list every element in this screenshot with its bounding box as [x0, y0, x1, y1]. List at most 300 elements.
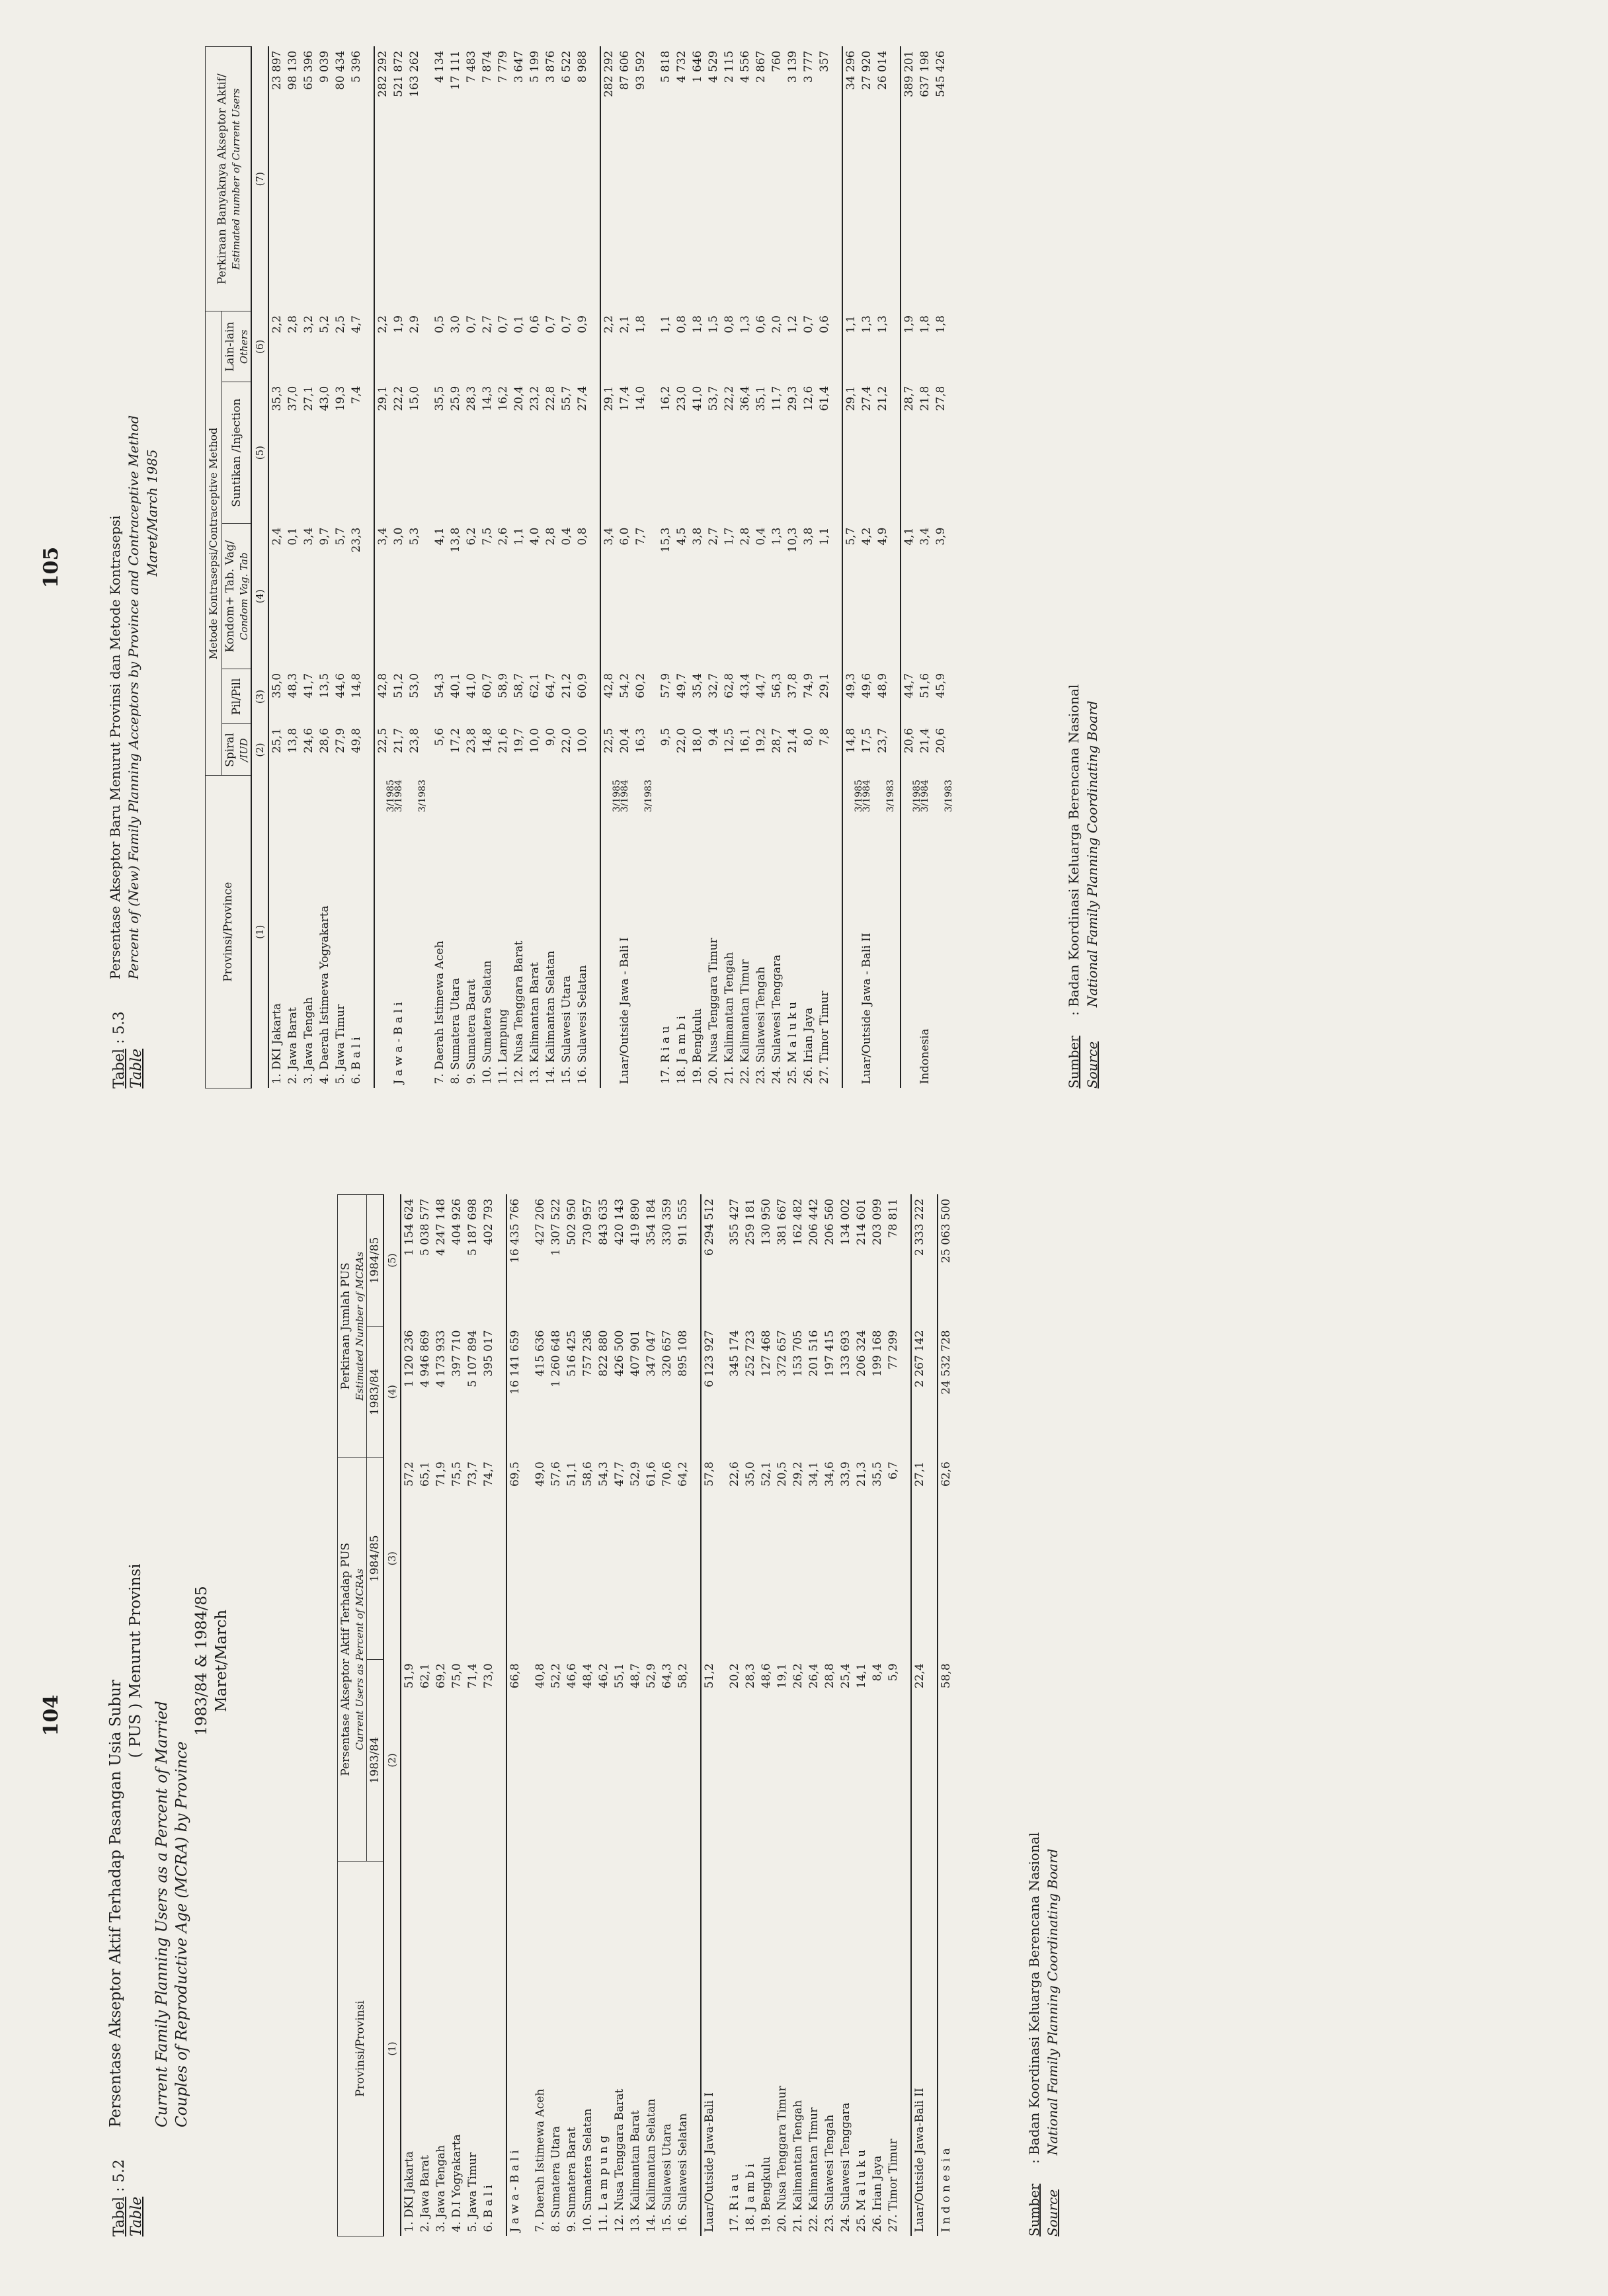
- data-cell: 4,0: [528, 527, 542, 546]
- data-cell: 41,0: [691, 386, 704, 411]
- page-104: [26, 1174, 1582, 2256]
- data-cell: 395 017: [482, 1330, 495, 1377]
- data-cell: 51,6: [918, 673, 932, 698]
- data-cell: 5,7: [842, 524, 859, 669]
- data-cell: 2,6: [497, 527, 510, 546]
- data-cell: 134 002: [839, 1198, 852, 1245]
- province-name: 6. B a l i: [350, 1037, 363, 1085]
- data-cell: 43,0: [318, 386, 331, 411]
- header-injection: Suntikan /Injection: [222, 382, 252, 524]
- data-cell: 5,2: [318, 315, 331, 333]
- data-cell: 6,0: [618, 527, 631, 546]
- data-cell: 61,4: [818, 386, 831, 411]
- data-cell: 4,9: [876, 527, 889, 546]
- data-cell: 203 099: [871, 1198, 884, 1245]
- column-index-row: [383, 1195, 401, 2236]
- table-row: [511, 47, 527, 1088]
- table-row: [785, 47, 801, 1088]
- data-cell: 7,8: [818, 727, 831, 747]
- table-label: Tabel : 5.3 Table: [111, 1011, 145, 1088]
- data-cell: 42,8: [600, 669, 617, 724]
- data-cell: 24 532 728: [938, 1326, 954, 1457]
- subtotal-name-cell: [901, 776, 922, 1088]
- data-cell: 0,7: [560, 315, 573, 333]
- data-cell: 6 294 512: [701, 1195, 717, 1327]
- subtotal-row: [859, 47, 875, 1088]
- data-cell: 16,2: [497, 386, 510, 411]
- data-cell: 20,6: [901, 724, 917, 776]
- table-row: [463, 47, 479, 1088]
- province-name: 15. Sulawesi Utara: [560, 975, 573, 1085]
- data-cell: 80 434: [334, 50, 347, 90]
- data-cell: 354 184: [645, 1198, 658, 1245]
- data-cell: 17,4: [618, 386, 631, 411]
- data-cell: 49,3: [842, 669, 859, 724]
- subtotal-name-cell: [917, 776, 933, 1088]
- table-row: [659, 1195, 675, 2236]
- data-cell: 4,1: [433, 527, 446, 546]
- data-cell: 4 173 933: [434, 1330, 448, 1387]
- data-cell: 29,1: [842, 382, 859, 524]
- data-cell: 282 292: [374, 47, 391, 311]
- data-cell: 8,0: [802, 727, 815, 747]
- period-label: 3/1985: [912, 780, 922, 813]
- header-condom: Kondom+ Tab. Vag/ Condom Vag. Tab: [222, 524, 252, 669]
- table-row: [285, 47, 301, 1088]
- data-cell: 6,7: [887, 1461, 900, 1480]
- data-cell: 760: [770, 50, 784, 72]
- subtotal-name-cell: [933, 776, 954, 1088]
- spacer-row: [717, 1195, 727, 2236]
- data-cell: 14,1: [855, 1663, 868, 1689]
- data-cell: 40,1: [449, 673, 462, 698]
- data-cell: 28,7: [901, 382, 917, 524]
- province-name: 11. L a m p u n g: [597, 2135, 610, 2233]
- data-cell: 12,6: [802, 386, 815, 411]
- source-note: Sumber: Badan Koordinasi Keluarga Berencana Nasional Source National Family Planning Coordinating Board: [1026, 1832, 1061, 2236]
- data-cell: 320 657: [661, 1330, 674, 1377]
- data-cell: 58,9: [497, 673, 510, 698]
- data-cell: 26,4: [807, 1663, 821, 1689]
- data-cell: 521 872: [392, 50, 405, 97]
- province-name: 11. Lampung: [497, 1008, 510, 1085]
- data-cell: 26 014: [876, 50, 889, 90]
- data-cell: 22,5: [374, 724, 391, 776]
- data-cell: 22,5: [600, 724, 617, 776]
- spacer-row: [832, 47, 842, 1088]
- table-label: Tabel : 5.2 Table: [111, 2159, 145, 2236]
- data-cell: 282 292: [600, 47, 617, 311]
- column-index: (5): [383, 1195, 401, 1327]
- page-105: [26, 26, 1582, 1108]
- table-row: [721, 47, 737, 1088]
- table-title-block: [106, 1194, 324, 2236]
- subtotal-name: J a w a - B a l i: [506, 1862, 523, 2236]
- data-cell: 29,2: [791, 1461, 805, 1487]
- table-5-3: [205, 46, 954, 1088]
- data-cell: 5,9: [887, 1663, 900, 1682]
- column-index: (6): [251, 311, 268, 382]
- header-province: Provinsi/Province: [206, 776, 252, 1088]
- data-cell: 52,1: [760, 1461, 773, 1487]
- province-name: 21. Kalimantan Tengah: [723, 952, 736, 1085]
- data-cell: 0,1: [286, 527, 300, 546]
- table-row: [532, 1195, 548, 2236]
- province-name: 25. M a l u k u: [855, 2149, 868, 2233]
- data-cell: 27,1: [302, 386, 315, 411]
- province-name: 4. Daerah Istimewa Yogyakarta: [318, 905, 331, 1085]
- province-name: 22. Kalimantan Timur: [739, 959, 752, 1085]
- table-row: [479, 47, 495, 1088]
- data-cell: 21,6: [497, 727, 510, 753]
- column-index: (5): [251, 382, 268, 524]
- data-cell: 3,0: [392, 527, 405, 546]
- data-cell: 0,5: [433, 315, 446, 333]
- data-cell: 54,2: [618, 673, 631, 698]
- period-label: 3/1985: [385, 780, 396, 813]
- table-row: [737, 47, 753, 1088]
- data-cell: 18,0: [691, 727, 704, 753]
- province-name: 26. Irian Jaya: [871, 2155, 884, 2233]
- subtotal-row: [933, 47, 949, 1088]
- subtotal-name: Luar/Outside Jawa - Bali I: [618, 937, 631, 1085]
- data-cell: 1 307 522: [549, 1198, 563, 1256]
- data-cell: 66,8: [506, 1659, 523, 1861]
- data-cell: 13,8: [286, 727, 300, 753]
- data-cell: 1 646: [691, 50, 704, 83]
- data-cell: 8 988: [576, 50, 589, 83]
- table-row: [580, 1195, 596, 2236]
- data-cell: 16,1: [739, 727, 752, 753]
- header-year: 1984/85: [367, 1195, 384, 1327]
- data-cell: 1,9: [901, 311, 917, 382]
- data-cell: 21,3: [855, 1461, 868, 1487]
- province-name: 16. Sulawesi Selatan: [576, 965, 589, 1085]
- data-cell: 34,1: [807, 1461, 821, 1487]
- data-cell: 19,3: [334, 386, 347, 411]
- column-index: (2): [383, 1659, 401, 1861]
- data-cell: 23,8: [408, 727, 421, 753]
- data-cell: 2 867: [754, 50, 768, 83]
- data-cell: 35,4: [691, 673, 704, 698]
- table-row: [801, 47, 817, 1088]
- data-cell: 93 592: [634, 50, 647, 90]
- page-104-region: [0, 1148, 1608, 2296]
- data-cell: 2,8: [739, 527, 752, 546]
- data-cell: 56,3: [770, 673, 784, 698]
- subtotal-name-cell: [391, 776, 407, 1088]
- data-cell: 24,6: [302, 727, 315, 753]
- province-name: 2. Jawa Barat: [286, 1007, 300, 1085]
- data-cell: 0,7: [544, 315, 557, 333]
- data-cell: 62,6: [938, 1457, 954, 1659]
- header-year: 1984/85: [367, 1457, 384, 1659]
- header-iud: Spiral /IUD: [222, 724, 252, 776]
- data-cell: 426 500: [613, 1330, 626, 1377]
- data-cell: 73,0: [482, 1663, 495, 1689]
- data-cell: 389 201: [901, 47, 917, 311]
- header-method-group: Metode Kontrasepsi/Contraceptive Method: [206, 311, 222, 776]
- data-cell: 74,7: [482, 1461, 495, 1487]
- data-cell: 23,8: [465, 727, 478, 753]
- data-cell: 60,7: [481, 673, 494, 698]
- data-cell: 381 667: [776, 1198, 789, 1245]
- data-cell: 51,2: [701, 1659, 717, 1861]
- data-cell: 7,5: [481, 527, 494, 546]
- data-cell: 1,7: [723, 527, 736, 546]
- data-cell: 70,6: [661, 1461, 674, 1487]
- data-cell: 404 926: [450, 1198, 463, 1245]
- data-cell: 402 793: [482, 1198, 495, 1245]
- province-name: 1. DKI Jakarta: [270, 1003, 284, 1085]
- data-cell: 3,4: [918, 527, 932, 546]
- data-cell: 27,9: [334, 727, 347, 753]
- subtotal-name: Luar/Outside Jawa - Bali II: [860, 932, 873, 1085]
- data-cell: 14,0: [634, 386, 647, 411]
- subtotal-name: Indonesia: [918, 1028, 932, 1085]
- data-cell: 1,8: [691, 315, 704, 333]
- province-name: 7. Daerah Istimewa Aceh: [433, 940, 446, 1085]
- data-cell: 16 435 766: [506, 1195, 523, 1327]
- table-title: Persentase Akseptor Aktif Terhadap Pasangan Usia Subur ( PUS ) Menurut Provinsi Current Family Planning Users as a Percent of Married Couples of Reproductive Age (MCRA) by Province 1983/84 & 1984/85 Maret/March: [107, 1563, 230, 2127]
- data-cell: 5,3: [408, 527, 421, 546]
- data-cell: 35,0: [744, 1461, 757, 1487]
- data-cell: 0,4: [754, 527, 768, 546]
- data-cell: 16 141 659: [506, 1326, 523, 1457]
- data-cell: 3,4: [374, 524, 391, 669]
- data-cell: 2,7: [481, 315, 494, 333]
- data-cell: 47,7: [613, 1461, 626, 1487]
- table-row: [838, 1195, 854, 2236]
- data-cell: 10,0: [528, 727, 542, 753]
- data-cell: 74,9: [802, 673, 815, 698]
- subtotal-row: [842, 47, 859, 1088]
- data-cell: 48,9: [876, 673, 889, 698]
- data-cell: 57,2: [403, 1461, 416, 1487]
- data-cell: 5 187 698: [466, 1198, 479, 1256]
- period-label: 3/1983: [643, 780, 654, 813]
- data-cell: 27,8: [934, 386, 947, 411]
- data-cell: 45,9: [934, 673, 947, 698]
- data-cell: 25,4: [839, 1663, 852, 1689]
- data-cell: 17 111: [449, 50, 462, 90]
- province-name: 21. Kalimantan Tengah: [791, 2100, 805, 2233]
- data-cell: 407 901: [629, 1330, 642, 1377]
- data-cell: 51,2: [392, 673, 405, 698]
- period-label: 3/1985: [854, 780, 864, 813]
- data-cell: 0,6: [754, 315, 768, 333]
- data-cell: 62,1: [419, 1663, 432, 1689]
- data-cell: 3 876: [544, 50, 557, 83]
- data-cell: 20,4: [512, 386, 526, 411]
- table-row: [465, 1195, 481, 2236]
- spacer-row: [891, 47, 901, 1088]
- table-row: [548, 1195, 564, 2236]
- data-cell: 29,1: [600, 382, 617, 524]
- table-row: [658, 47, 674, 1088]
- data-cell: 5 038 577: [419, 1198, 432, 1256]
- data-cell: 62,1: [528, 673, 542, 698]
- data-cell: 35,1: [754, 386, 768, 411]
- source-note: Sumber: Badan Koordinasi Keluarga Berencana Nasional Source National Family Planning Coordinating Board: [1066, 684, 1100, 1088]
- data-cell: 5 199: [528, 50, 542, 83]
- data-cell: 22,8: [544, 386, 557, 411]
- data-cell: 3,9: [934, 527, 947, 546]
- province-name: 10. Sumatera Selatan: [581, 2108, 594, 2233]
- data-cell: 3,2: [302, 315, 315, 333]
- subtotal-name-cell: [875, 776, 896, 1088]
- spacer-row: [497, 1195, 506, 2236]
- province-name: 16. Sulawesi Selatan: [676, 2113, 690, 2233]
- data-cell: 28,8: [823, 1663, 836, 1689]
- data-cell: 0,8: [675, 315, 688, 333]
- province-name: 25. M a l u k u: [786, 1001, 799, 1085]
- data-cell: 1,1: [818, 527, 831, 546]
- data-cell: 14,8: [842, 724, 859, 776]
- data-cell: 22,2: [723, 386, 736, 411]
- data-cell: 6,2: [465, 527, 478, 546]
- subtotal-row: [701, 1195, 717, 2236]
- table-row: [317, 47, 333, 1088]
- period-label: 3/1985: [612, 780, 622, 813]
- province-name: 5. Jawa Timur: [334, 1004, 347, 1085]
- data-cell: 49,7: [675, 673, 688, 698]
- data-cell: 54,3: [433, 673, 446, 698]
- table-row: [675, 1195, 691, 2236]
- table-row: [301, 47, 317, 1088]
- data-cell: 60,9: [576, 673, 589, 698]
- data-cell: 420 143: [613, 1198, 626, 1245]
- table-row: [774, 1195, 790, 2236]
- subtotal-name: I n d o n e s i a: [938, 1862, 954, 2236]
- subtotal-name-cell: [600, 776, 622, 1088]
- data-cell: 0,6: [818, 315, 831, 333]
- data-cell: 32,7: [707, 673, 720, 698]
- header-province: Provinsi/Provinsi: [338, 1862, 384, 2236]
- data-cell: 25,1: [270, 727, 284, 753]
- table-row: [401, 1195, 417, 2236]
- province-name: 27. Timor Timur: [887, 2139, 900, 2233]
- data-cell: 1,8: [918, 315, 932, 333]
- data-cell: 2,8: [286, 315, 300, 333]
- data-cell: 130 950: [760, 1198, 773, 1245]
- table-row: [348, 47, 364, 1088]
- data-cell: 1,2: [786, 315, 799, 333]
- data-cell: 42,8: [374, 669, 391, 724]
- table-row: [790, 1195, 806, 2236]
- data-cell: 2,2: [600, 311, 617, 382]
- data-cell: 4,5: [675, 527, 688, 546]
- data-cell: 35,0: [270, 673, 284, 698]
- data-cell: 28,7: [770, 727, 784, 753]
- data-cell: 49,0: [534, 1461, 547, 1487]
- subtotal-name-cell: [859, 776, 875, 1088]
- table-row: [758, 1195, 774, 2236]
- table-row: [449, 1195, 465, 2236]
- data-cell: 1,8: [634, 315, 647, 333]
- province-name: 13. Kalimantan Barat: [528, 962, 542, 1085]
- data-cell: 16,2: [659, 386, 672, 411]
- province-name: 24. Sulawesi Tenggara: [770, 954, 784, 1085]
- province-name: 1. DKI Jakarta: [403, 2151, 416, 2233]
- data-cell: 2 333 222: [911, 1195, 928, 1327]
- data-cell: 895 108: [676, 1330, 690, 1377]
- data-cell: 44,7: [754, 673, 768, 698]
- table-5-2: [337, 1194, 954, 2236]
- data-cell: 7 874: [481, 50, 494, 83]
- province-name: 8. Sumatera Utara: [449, 977, 462, 1085]
- page-number: 104: [40, 1694, 63, 1737]
- column-index: (3): [383, 1457, 401, 1659]
- column-index: (1): [251, 776, 268, 1088]
- table-row: [869, 1195, 885, 2236]
- data-cell: 48,7: [629, 1663, 642, 1689]
- data-cell: 502 950: [565, 1198, 579, 1245]
- data-cell: 3,0: [449, 315, 462, 333]
- column-index: (4): [383, 1326, 401, 1457]
- data-cell: 1,1: [659, 315, 672, 333]
- data-cell: 22,6: [728, 1461, 741, 1487]
- data-cell: 28,3: [744, 1663, 757, 1689]
- province-name: 24. Sulawesi Tenggara: [839, 2102, 852, 2233]
- data-cell: 71,4: [466, 1663, 479, 1689]
- header-others: Lain-lain Others: [222, 311, 252, 382]
- data-cell: 29,3: [786, 386, 799, 411]
- data-cell: 29,1: [818, 673, 831, 698]
- data-cell: 64,2: [676, 1461, 690, 1487]
- data-cell: 201 516: [807, 1330, 821, 1377]
- data-cell: 7 483: [465, 50, 478, 83]
- data-cell: 65,1: [419, 1461, 432, 1487]
- data-cell: 17,2: [449, 727, 462, 753]
- data-cell: 53,7: [707, 386, 720, 411]
- subtotal-name-cell: [842, 776, 864, 1088]
- data-cell: 1 154 624: [403, 1198, 416, 1256]
- column-index: (1): [383, 1862, 401, 2236]
- data-cell: 6 123 927: [701, 1326, 717, 1457]
- data-cell: 355 427: [728, 1198, 741, 1245]
- data-cell: 252 723: [744, 1330, 757, 1377]
- data-cell: 259 181: [744, 1198, 757, 1245]
- subtotal-name: J a w a - B a l i: [392, 1002, 405, 1085]
- data-cell: 60,2: [634, 673, 647, 698]
- data-cell: 28,3: [465, 386, 478, 411]
- data-cell: 5 396: [350, 50, 363, 83]
- data-cell: 13,5: [318, 673, 331, 698]
- data-cell: 25,9: [449, 386, 462, 411]
- subtotal-row: [407, 47, 422, 1088]
- data-cell: 25 063 500: [938, 1195, 954, 1327]
- page-number: 105: [40, 546, 63, 589]
- data-cell: 199 168: [871, 1330, 884, 1377]
- table-row: [727, 1195, 743, 2236]
- data-cell: 37,0: [286, 386, 300, 411]
- data-cell: 19,1: [776, 1663, 789, 1689]
- subtotal-name: Luar/Outside Jawa-Bali I: [701, 1862, 717, 2236]
- data-cell: 34 296: [842, 47, 859, 311]
- data-cell: 1,9: [392, 315, 405, 333]
- data-cell: 8,4: [871, 1663, 884, 1682]
- data-cell: 29,1: [374, 382, 391, 524]
- data-cell: 77 299: [887, 1330, 900, 1370]
- data-cell: 87 606: [618, 50, 631, 90]
- data-cell: 9 039: [318, 50, 331, 83]
- spacer-row: [901, 1195, 911, 2236]
- province-name: 8. Sumatera Utara: [549, 2125, 563, 2233]
- spacer-row: [649, 47, 658, 1088]
- data-cell: 28,6: [318, 727, 331, 753]
- data-cell: 52,9: [629, 1461, 642, 1487]
